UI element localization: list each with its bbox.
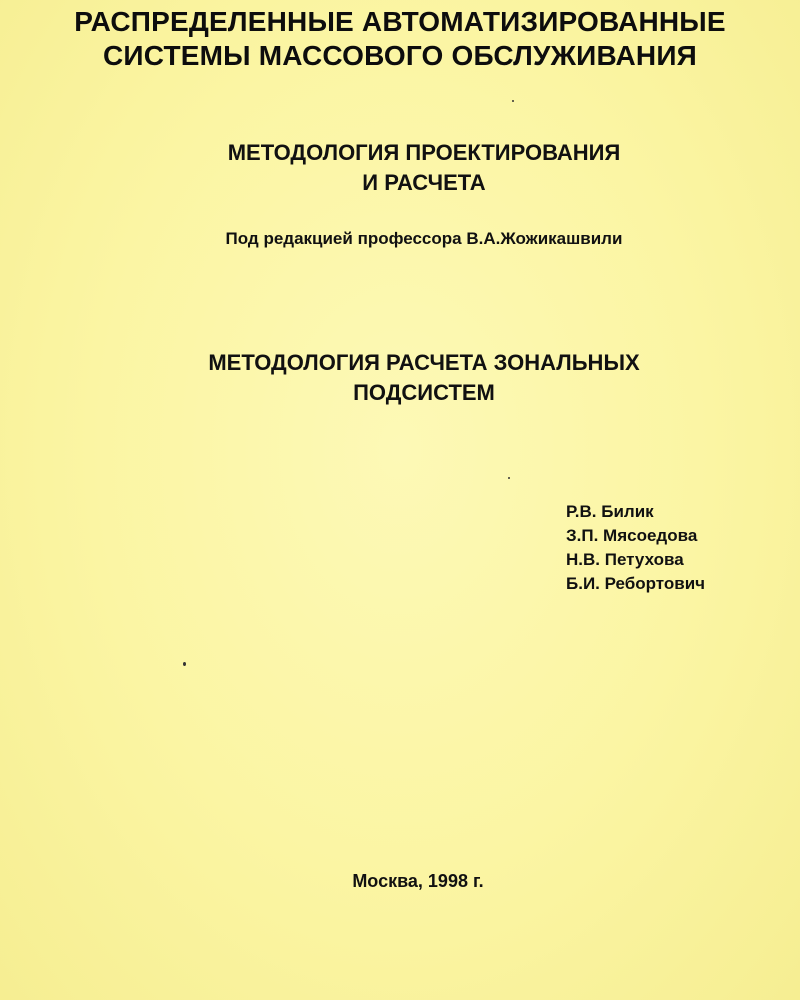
paper-speck	[512, 100, 514, 102]
author-name: З.П. Мясоедова	[566, 526, 698, 545]
book-title	[24, 142, 800, 202]
paper-speck	[183, 662, 186, 666]
part-title-line-2: ПОДСИСТЕМ	[353, 380, 495, 405]
series-title-line-1: РАСПРЕДЕЛЕННЫЕ АВТОМАТИЗИРОВАННЫЕ	[74, 6, 726, 37]
imprint: Москва, 1998 г.	[352, 871, 484, 891]
book-title-line-1: МЕТОДОЛОГИЯ ПРОЕКТИРОВАНИЯ	[227, 140, 621, 165]
editor-credit: Под редакцией профессора В.А.Жожикашвили	[225, 229, 623, 248]
authors-list	[566, 500, 705, 596]
series-title-line-2: СИСТЕМЫ МАССОВОГО ОБСЛУЖИВАНИЯ	[103, 40, 697, 71]
book-title-line-2: И РАСЧЕТА	[362, 170, 486, 195]
series-title	[0, 8, 800, 76]
author-name: Р.В. Билик	[566, 502, 654, 521]
author-name: Б.И. Ребортович	[566, 574, 706, 593]
paper-speck	[508, 477, 510, 479]
part-title-line-1: МЕТОДОЛОГИЯ РАСЧЕТА ЗОНАЛЬНЫХ	[208, 350, 640, 375]
author-name: Н.В. Петухова	[566, 550, 684, 569]
part-title	[24, 352, 800, 412]
